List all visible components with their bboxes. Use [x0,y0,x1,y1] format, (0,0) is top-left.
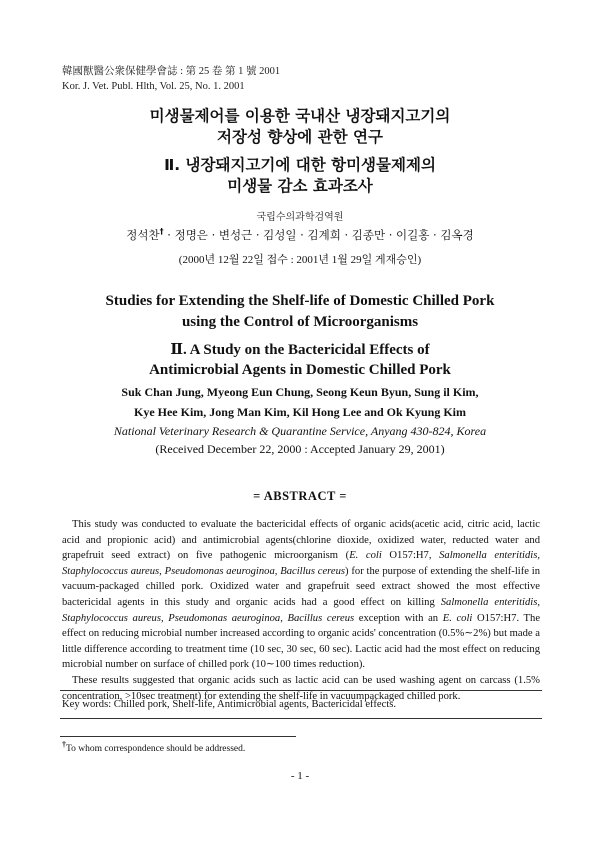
journal-header [62,64,280,94]
english-title-line1: Studies for Extending the Shelf-life of Domestic Chilled Pork [105,293,495,309]
journal-header-korean: 韓國獸醫公衆保健學會誌 : 第 25 卷 第 1 號 2001 [62,66,281,77]
english-authors [0,382,600,422]
korean-title [0,106,600,148]
english-subtitle [0,340,600,380]
keywords [62,699,542,710]
abstract-paragraph-2: These results suggested that organic acids such as lactic acid can be used washing agent on carcass (1.5% concentration, >10sec treatment) for extending the shelf-life in vacuumpackaged chilled pork. [62,674,540,702]
footnote [62,740,245,754]
english-title-line2: using the Control of Microorganisms [181,314,419,330]
english-institute: National Veterinary Research & Quarantine Service, Anyang 430-824, Korea [113,424,487,438]
korean-other-authors: · 정명은 · 변성근 · 김성일 · 김계희 · 김종만 · 이길홍 · 김옥경 [163,228,474,242]
page-number: - 1 - [290,770,310,782]
abstract-heading: = ABSTRACT = [253,489,347,503]
journal-header-english: Kor. J. Vet. Publ. Hlth, Vol. 25, No. 1. 2001 [62,81,245,92]
english-authors-line2: Kye Hee Kim, Jong Man Kim, Kil Hong Lee and Ok Kyung Kim [133,405,466,419]
keywords-text: Chilled pork, Shelf-life, Antimicrobial agents, Bactericidal effects. [111,699,397,710]
corresponding-author-mark: † [159,227,164,237]
korean-title-line1: 미생물제어를 이용한 국내산 냉장돼지고기의 [149,107,451,125]
footnote-mark: † [62,740,66,749]
keywords-top-rule [60,690,542,691]
english-received-date: (Received December 22, 2000 : Accepted January 29, 2001) [155,442,445,456]
korean-first-author: 정석찬 [126,228,160,242]
korean-institute: 국립수의과학검역원 [256,212,344,223]
korean-authors [0,227,600,243]
korean-subtitle-line1: Ⅱ. 냉장돼지고기에 대한 항미생물제제의 [164,156,436,174]
footnote-rule [60,736,296,737]
korean-subtitle-line2: 미생물 감소 효과조사 [227,177,373,195]
korean-title-line2: 저장성 향상에 관한 연구 [217,128,383,146]
keywords-label: Key words: [62,699,112,710]
korean-subtitle [0,155,600,197]
korean-received-date: (2000년 12월 22일 접수 : 2001년 1월 29일 게재승인) [178,254,422,266]
english-subtitle-line1: Ⅱ. A Study on the Bactericidal Effects of [170,342,430,358]
abstract-body [62,517,540,704]
english-title [0,291,600,333]
abstract-paragraph-1: This study was conducted to evaluate the bactericidal effects of organic acids(acetic acid, citric acid, lactic acid and propionic acid) and antimicrobial agents(chlorine dioxide, oxidized water, reducted water and grapefruit seed extract) on five pathogenic microorganism (E. coli O157:H7, Salmonella enteritidis, Staphylococcus aureus, Pseudomonas aeuroginoa, Bacillus cereus) for the purpose of extending the shelf-life in vacuum-packaged chilled pork. Oxidized water and grapefruit seed extract showed the most effective bactericidal agents in this study and organic acids had a good effect on killing Salmonella enteritidis, Staphylococcus aureus, Pseudomonas aeuroginoa, Bacillus cereus exception with an E. coli O157:H7. The effect on reducing microbial number increased according to organic acids' concentration (0.5%∼2%) but made a little difference according to treatment time (10 sec, 30 sec, 60 sec). Lactic acid had the most effect on reducing microbial number on surface of chilled pork (10∼100 times reduction). [62,519,541,671]
english-authors-line1: Suk Chan Jung, Myeong Eun Chung, Seong Keun Byun, Sung il Kim, [121,385,479,399]
footnote-text: To whom correspondence should be addressed. [66,744,246,755]
english-subtitle-line2: Antimicrobial Agents in Domestic Chilled Pork [149,362,451,378]
keywords-bottom-rule [60,718,542,719]
